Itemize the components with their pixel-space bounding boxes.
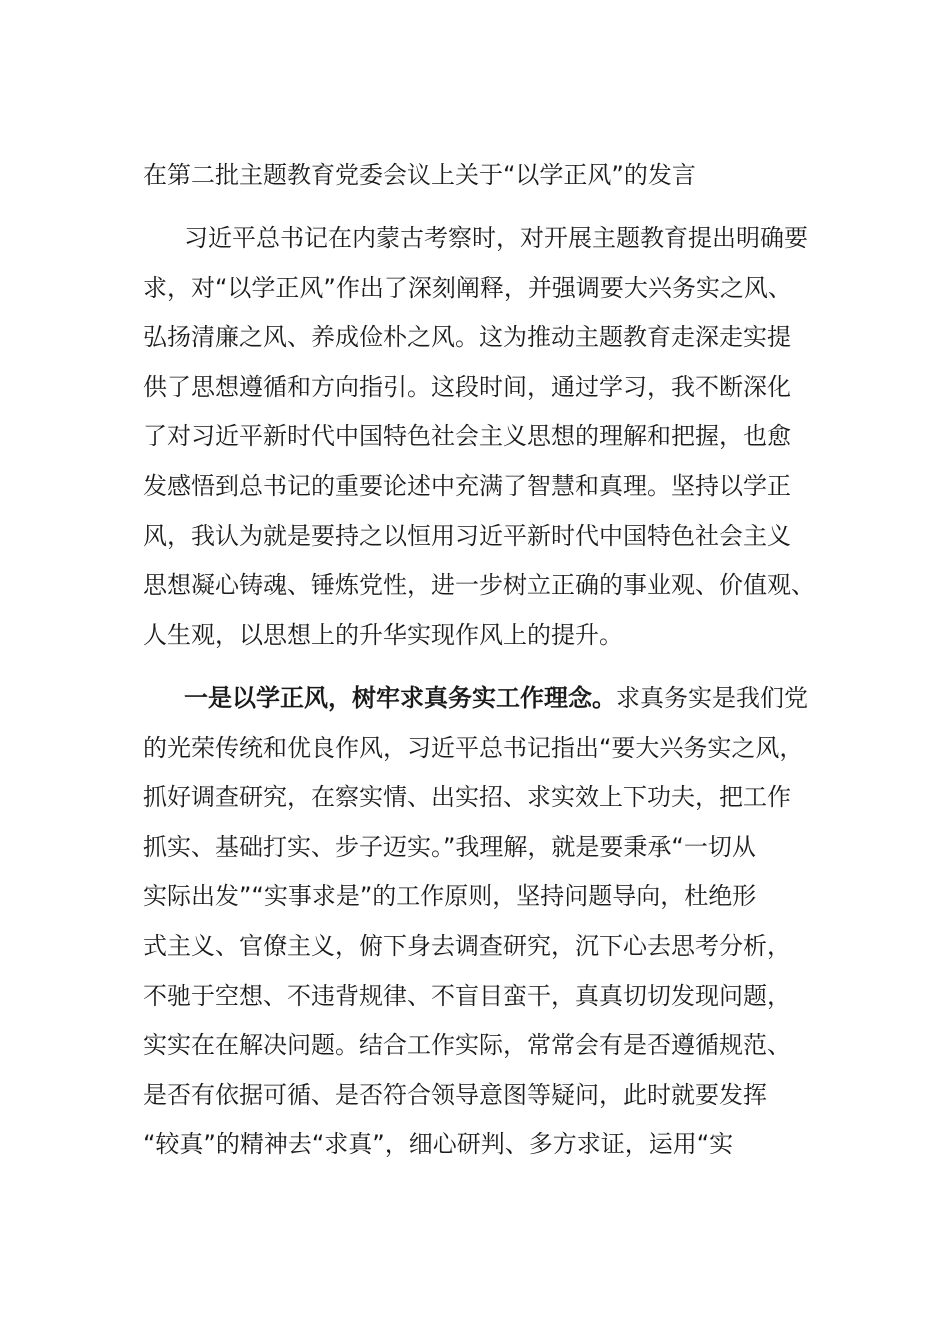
paragraph-line: 实际出发”“实事求是”的工作原则，坚持问题导向，杜绝形 bbox=[143, 882, 757, 911]
paragraph-line: 抓好调查研究，在察实情、出实招、求实效上下功夫，把工作 bbox=[143, 783, 791, 812]
paragraph-intro bbox=[143, 214, 823, 660]
paragraph-point-one bbox=[143, 674, 823, 1170]
paragraph-line: “较真”的精神去“求真”，细心研判、多方求证，运用“实 bbox=[143, 1130, 734, 1159]
paragraph-line: 思想凝心铸魂、锤炼党性，进一步树立正确的事业观、价值观、 bbox=[143, 571, 815, 600]
paragraph-line: 实实在在解决问题。结合工作实际，常常会有是否遵循规范、 bbox=[143, 1031, 791, 1060]
paragraph-line: 求，对“以学正风”作出了深刻阐释，并强调要大兴务实之风、 bbox=[143, 273, 792, 302]
paragraph-line: 人生观，以思想上的升华实现作风上的提升。 bbox=[143, 620, 623, 649]
paragraph-line: 供了思想遵循和方向指引。这段时间，通过学习，我不断深化 bbox=[143, 372, 791, 401]
paragraph-line: 弘扬清廉之风、养成俭朴之风。这为推动主题教育走深走实提 bbox=[143, 323, 791, 352]
paragraph-line: 是否有依据可循、是否符合领导意图等疑问，此时就要发挥 bbox=[143, 1080, 767, 1109]
paragraph-line: 风，我认为就是要持之以恒用习近平新时代中国特色社会主义 bbox=[143, 521, 791, 550]
document-title: 在第二批主题教育党委会议上关于“以学正风”的发言 bbox=[143, 161, 696, 189]
paragraph-line: 式主义、官僚主义，俯下身去调查研究，沉下心去思考分析， bbox=[143, 931, 791, 960]
paragraph-line: 不驰于空想、不违背规律、不盲目蛮干，真真切切发现问题， bbox=[143, 981, 791, 1010]
paragraph-line: 的光荣传统和优良作风，习近平总书记指出“要大兴务实之风， bbox=[143, 733, 804, 762]
paragraph-line: 抓实、基础打实、步子迈实。”我理解，就是要秉承“一切从 bbox=[143, 832, 756, 861]
point-heading: 一是以学正风，树牢求真务实工作理念。 bbox=[184, 684, 616, 712]
paragraph-line: 习近平总书记在内蒙古考察时，对开展主题教育提出明确要 bbox=[184, 224, 808, 252]
paragraph-first-line bbox=[143, 674, 823, 724]
point-heading-continuation: 求真务实是我们党 bbox=[616, 684, 808, 712]
paragraph-line: 发感悟到总书记的重要论述中充满了智慧和真理。坚持以学正 bbox=[143, 471, 791, 500]
paragraph-line: 了对习近平新时代中国特色社会主义思想的理解和把握，也愈 bbox=[143, 422, 791, 451]
